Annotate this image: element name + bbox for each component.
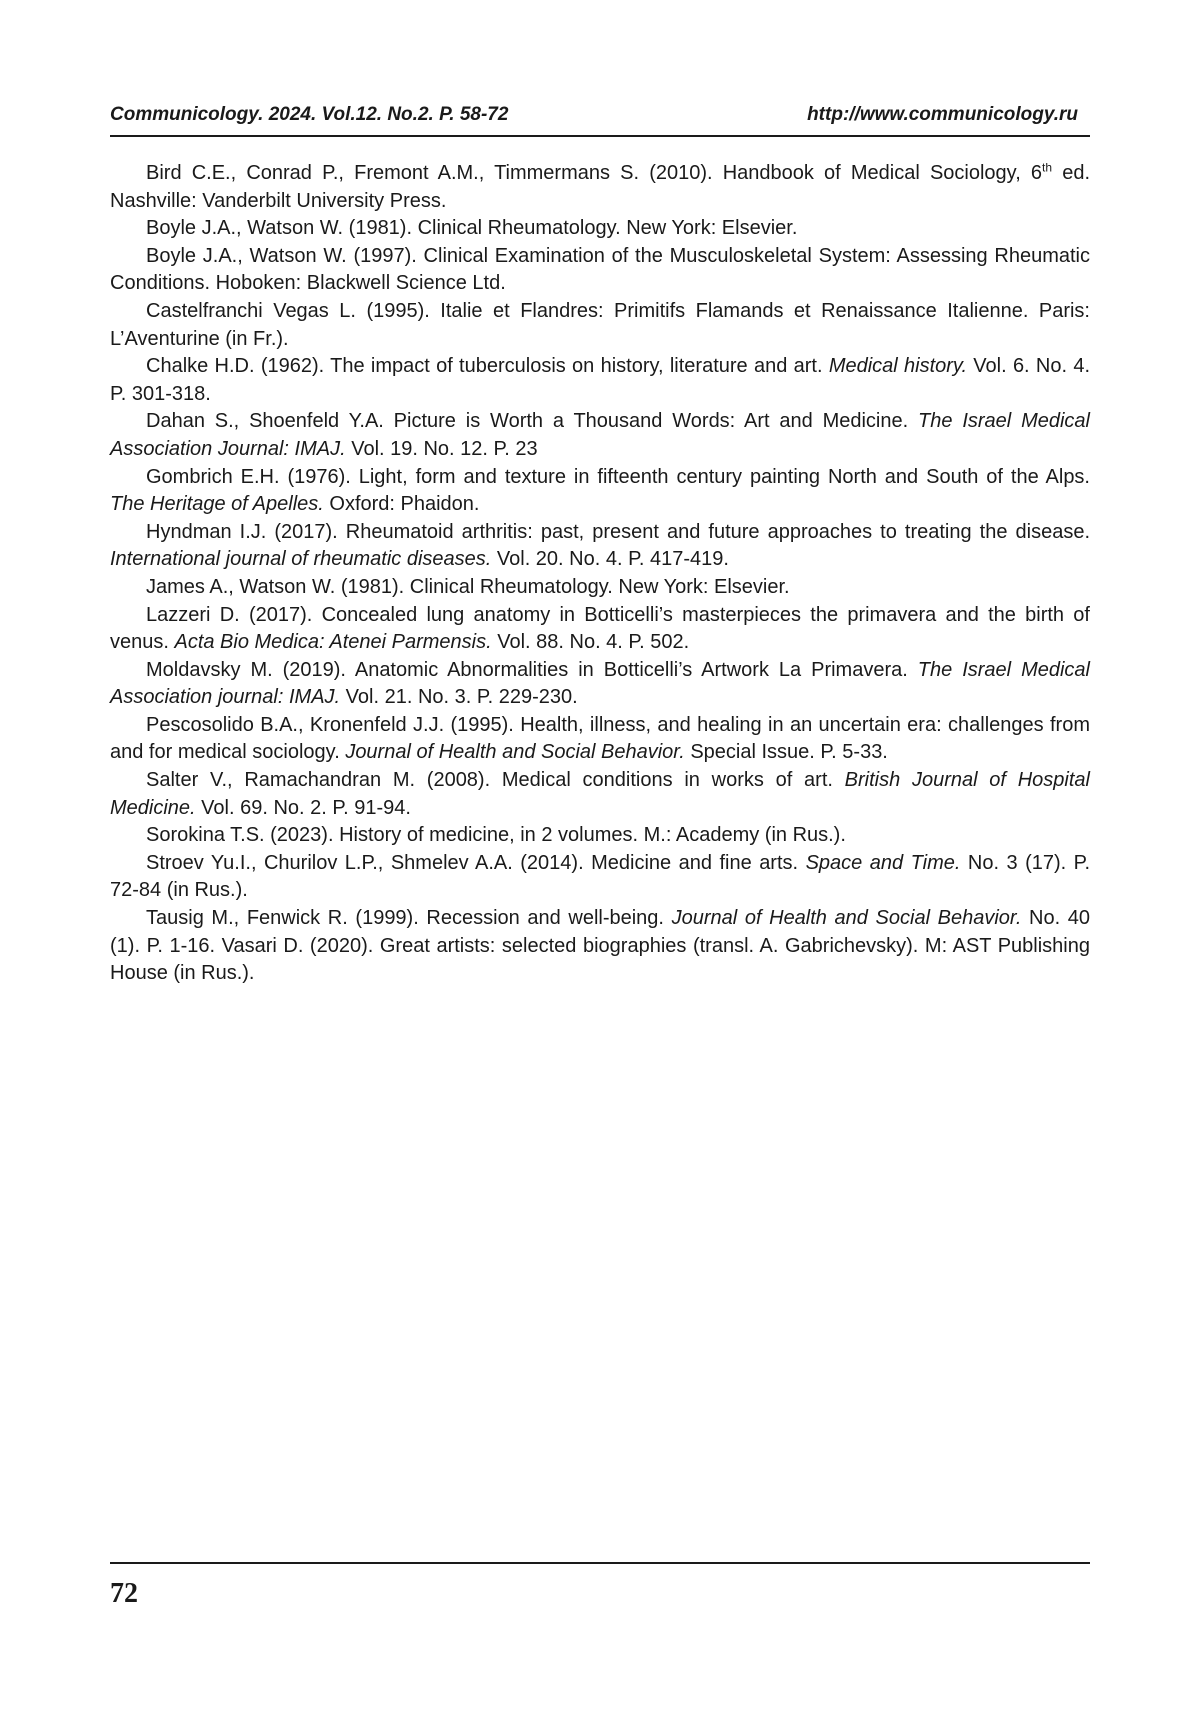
reference-item: Gombrich E.H. (1976). Light, form and texture in fifteenth century painting North and South of the Alps. The Heritage of Apelles. Oxford: Phaidon. [110, 465, 1090, 516]
reference-item: Salter V., Ramachandran M. (2008). Medical conditions in works of art. British Journal of Hospital Medicine. Vol. 69. No. 2. P. 91-94. [110, 769, 1090, 819]
reference-item: Sorokina T.S. (2023). History of medicine, in 2 volumes. M.: Academy (in Rus.). [146, 824, 846, 847]
running-header [110, 104, 1090, 134]
reference-item: Boyle J.A., Watson W. (1981). Clinical Rheumatology. New York: Elsevier. [146, 217, 798, 240]
reference-item: Bird C.E., Conrad P., Fremont A.M., Timmermans S. (2010). Handbook of Medical Sociology, 6th ed. Nashville: Vanderbilt University Press. [110, 160, 1091, 212]
footer-divider [110, 1562, 1090, 1564]
page-number: 72 [110, 1578, 138, 1609]
reference-item: Chalke H.D. (1962). The impact of tuberculosis on history, literature and art. Medical history. Vol. 6. No. 4. P. 301-318. [110, 355, 1090, 405]
reference-item: Stroev Yu.I., Churilov L.P., Shmelev A.A. (2014). Medicine and fine arts. Space and Time. No. 3 (17). P. 72-84 (in Rus.). [110, 851, 1090, 902]
reference-item: Tausig M., Fenwick R. (1999). Recession and well-being. Journal of Health and Social Behavior. No. 40 (1). P. 1-16. Vasari D. (2020). Great artists: selected biographies (transl. A. Gabrichevsky). M: AST Publishing House (in Rus.). [110, 907, 1090, 985]
reference-item: Lazzeri D. (2017). Concealed lung anatomy in Botticelli’s masterpieces the primavera and the birth of venus. Acta Bio Medica: Atenei Parmensis. Vol. 88. No. 4. P. 502. [110, 603, 1090, 654]
reference-list [110, 160, 1090, 988]
header-divider [110, 135, 1090, 137]
reference-item: Pescosolido B.A., Kronenfeld J.J. (1995). Health, illness, and healing in an uncertain era: challenges from and for medical sociology. Journal of Health and Social Behavior. Special Issue. P. 5-33. [110, 713, 1090, 764]
reference-item: Dahan S., Shoenfeld Y.A. Picture is Worth a Thousand Words: Art and Medicine. The Israel Medical Association Journal: IMAJ. Vol. 19. No. 12. P. 23 [110, 410, 1090, 460]
journal-citation: Communicology. 2024. Vol.12. No.2. P. 58-72 [110, 104, 509, 125]
journal-url: http://www.communicology.ru [807, 104, 1078, 125]
reference-item: Hyndman I.J. (2017). Rheumatoid arthritis: past, present and future approaches to treating the disease. International journal of rheumatic diseases. Vol. 20. No. 4. P. 417-419. [110, 520, 1090, 571]
reference-item: Moldavsky M. (2019). Anatomic Abnormalities in Botticelli’s Artwork La Primavera. The Israel Medical Association journal: IMAJ. Vol. 21. No. 3. P. 229-230. [110, 658, 1090, 709]
reference-item: Castelfranchi Vegas L. (1995). Italie et Flandres: Primitifs Flamands et Renaissance Italienne. Paris: L’Aventurine (in Fr.). [110, 299, 1090, 350]
reference-item: Boyle J.A., Watson W. (1997). Clinical Examination of the Musculoskeletal System: Assessing Rheumatic Conditions. Hoboken: Blackwell Science Ltd. [110, 244, 1090, 295]
reference-item: James A., Watson W. (1981). Clinical Rheumatology. New York: Elsevier. [146, 575, 790, 598]
